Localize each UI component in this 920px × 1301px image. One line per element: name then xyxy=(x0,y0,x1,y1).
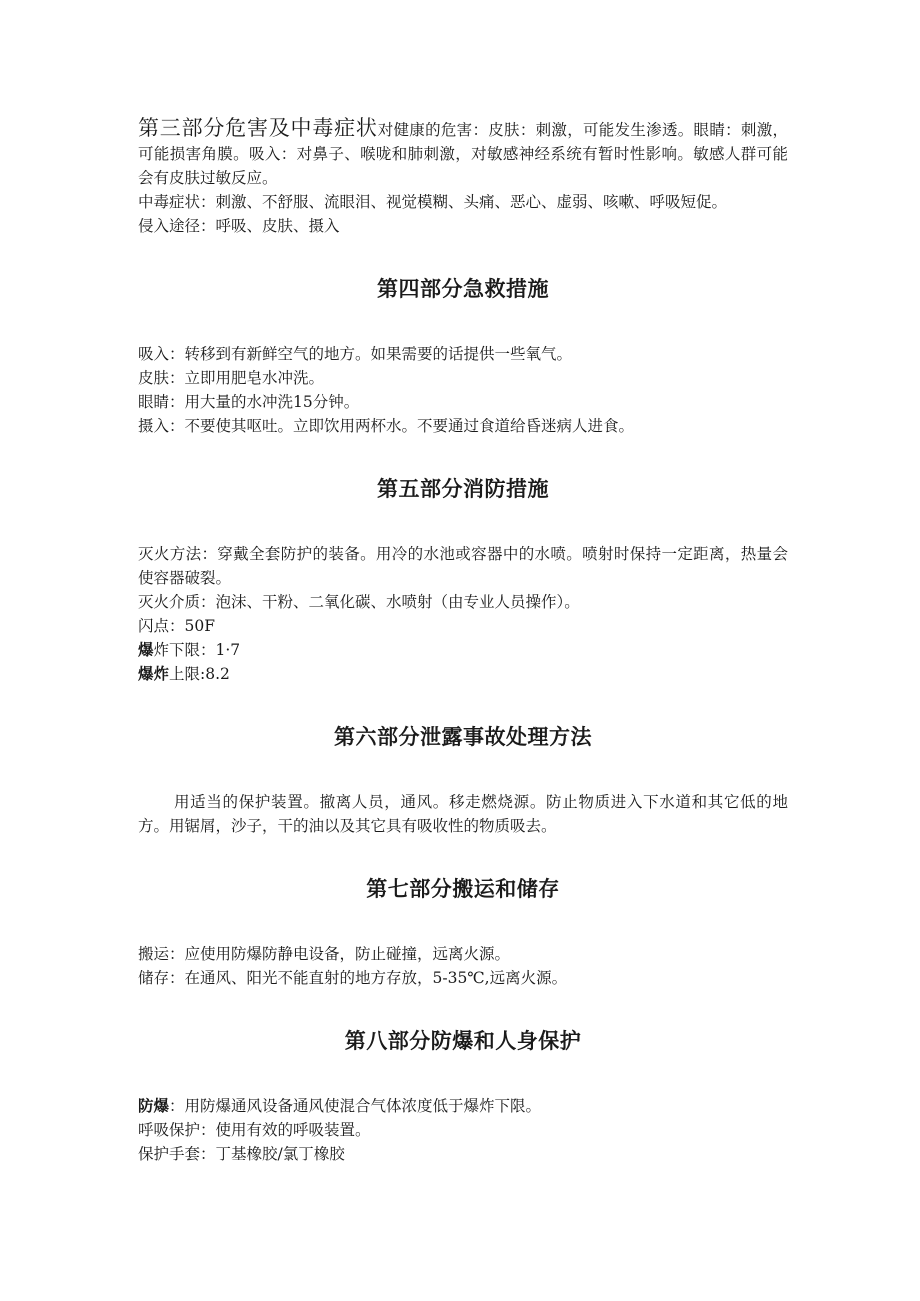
explosion-prefix: 防爆 xyxy=(138,1096,170,1115)
section3-symptoms: 中毒症状：刺激、不舒服、流眼泪、视觉模糊、头痛、恶心、虚弱、咳嗽、呼吸短促。 xyxy=(138,193,728,211)
section5-flash-point: 闪点：50F xyxy=(138,617,215,635)
section5-title: 第五部分消防措施 xyxy=(377,476,549,501)
section8-explosion xyxy=(138,1094,788,1118)
upper-limit-prefix: 爆炸 xyxy=(138,664,170,683)
upper-limit-rest: 上限:8.2 xyxy=(169,665,230,683)
section4-line: 摄入：不要使其呕吐。立即饮用两杯水。不要通过食道给昏迷病人进食。 xyxy=(138,417,635,435)
section6-text: 用适当的保护装置。撤离人员，通风。移走燃烧源。防止物质进入下水道和其它低的地方。用锯屑，沙子，干的油以及其它具有吸收性的物质吸去。 xyxy=(138,793,788,835)
section3-route: 侵入途径：呼吸、皮肤、摄入 xyxy=(138,217,340,235)
section7-line: 储存：在通风、阳光不能直射的地方存放，5-35℃,远离火源。 xyxy=(138,969,568,987)
section5-method: 灭火方法：穿戴全套防护的装备。用冷的水池或容器中的水喷。喷射时保持一定距离，热量会使容器破裂。 xyxy=(138,545,788,587)
section3-paragraph xyxy=(138,116,788,190)
document-page xyxy=(138,116,788,1166)
section5-lower-limit xyxy=(138,638,788,662)
section8-title: 第八部分防爆和人身保护 xyxy=(344,1028,582,1053)
section3-health-text: 对健康的危害：皮肤：刺激，可能发生渗透。眼睛：刺激，可能损害角膜。吸入：对鼻子、喉咙和肺刺激，对敏感神经系统有暂时性影响。敏感人群可能会有皮肤过敏反应。 xyxy=(138,121,788,187)
section8-gloves: 保护手套：丁基橡胶/氯丁橡胶 xyxy=(138,1145,345,1163)
section4-title: 第四部分急救措施 xyxy=(377,276,549,301)
section4-line: 皮肤：立即用肥皂水冲洗。 xyxy=(138,369,325,387)
section5-upper-limit xyxy=(138,662,788,686)
section8-respiratory: 呼吸保护：使用有效的呼吸装置。 xyxy=(138,1121,371,1139)
lower-limit-rest: 炸下限：1·7 xyxy=(153,641,241,659)
section7-title: 第七部分搬运和储存 xyxy=(366,876,560,901)
lower-limit-prefix: 爆 xyxy=(138,640,154,659)
section7-line: 搬运：应使用防爆防静电设备，防止碰撞，远离火源。 xyxy=(138,945,511,963)
section5-media: 灭火介质：泡沫、干粉、二氧化碳、水喷射（由专业人员操作）。 xyxy=(138,593,580,611)
section4-line: 眼睛：用大量的水冲洗15分钟。 xyxy=(138,393,360,411)
section3-heading: 第三部分危害及中毒症状 xyxy=(138,116,378,140)
section4-line: 吸入：转移到有新鲜空气的地方。如果需要的话提供一些氧气。 xyxy=(138,345,573,363)
explosion-rest: ：用防爆通风设备通风使混合气体浓度低于爆炸下限。 xyxy=(169,1097,542,1115)
section6-title: 第六部分泄露事故处理方法 xyxy=(334,724,592,749)
